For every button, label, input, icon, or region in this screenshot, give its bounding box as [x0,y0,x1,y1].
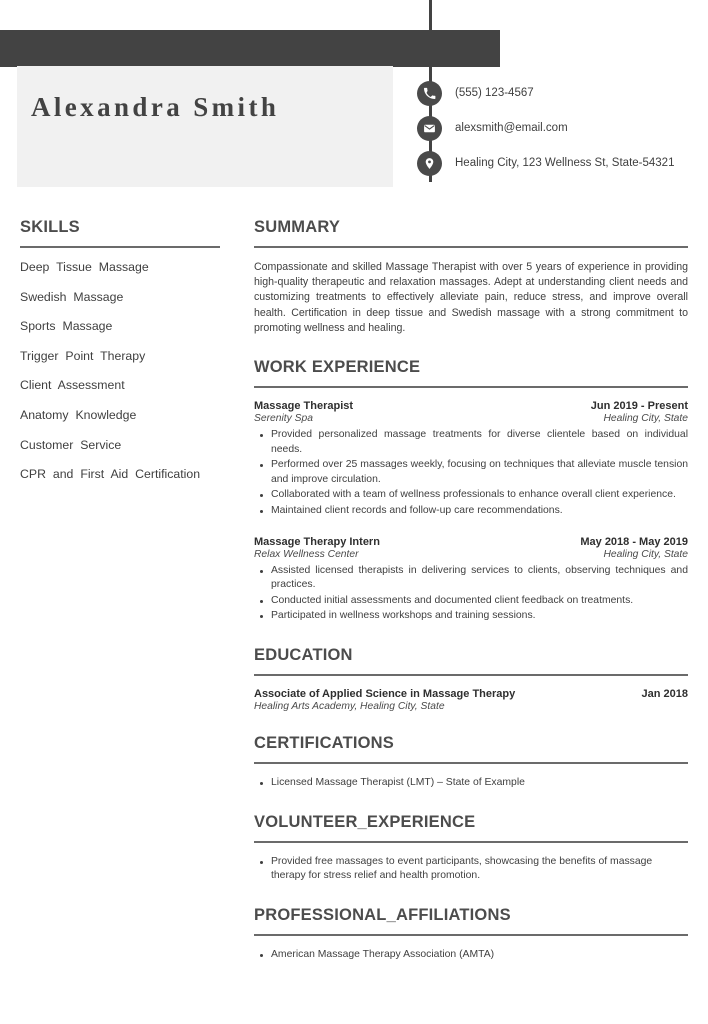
bullet-item: Collaborated with a team of wellness professionals to enhance overall client experience. [271,488,688,503]
skill-item: Customer Service [20,437,122,452]
section-rule [254,762,688,764]
contact-phone[interactable] [417,76,702,110]
skill-item: Sports Massage [20,319,113,334]
section-rule [254,841,688,843]
job-date: Jun 2019 - Present [590,400,688,413]
section-title-summary: SUMMARY [254,218,341,236]
summary-text: Compassionate and skilled Massage Therapist with over 5 years of experience in providing high-quality therapeutic and relaxation massages. Adept at understanding client needs and customizing treatments to effectively alleviate pain, reduce stress, and improve overall health. Certification in deep tissue and Swedish massage with a strong commitment to promoting wellness and healing. [254,261,688,334]
contact-list [417,76,702,181]
skill-item: Swedish Massage [20,289,124,304]
name-panel [17,66,393,187]
job-title: Massage Therapy Intern [254,535,380,548]
section-work-experience [254,358,688,624]
work-entry [254,400,688,519]
skills-list [20,260,220,481]
bullet-item: Assisted licensed therapists in delivering services to clients, observing techniques and practices. [271,564,688,593]
contact-address-text: Healing City, 123 Wellness St, State-54321 [455,157,675,169]
contact-email-text: alexsmith@email.com [455,122,568,134]
job-location: Healing City, State [603,413,688,425]
contact-email[interactable] [417,111,702,145]
certifications-list [254,776,688,791]
section-summary [254,218,688,336]
phone-icon [417,81,442,106]
bullet-item: Provided personalized massage treatments for diverse clientele based on individual needs. [271,428,688,457]
section-title-work-experience: WORK EXPERIENCE [254,358,421,377]
section-education [254,646,688,712]
resume-header [0,0,708,200]
bullet-item: Licensed Massage Therapist (LMT) – State of Example [271,776,688,791]
section-rule [20,246,220,248]
skill-item: Anatomy Knowledge [20,407,137,422]
header-dark-bar [0,30,500,67]
section-title-professional-affiliations: PROFESSIONAL_AFFILIATIONS [254,905,511,924]
work-entry-header [254,536,688,548]
section-skills [20,218,220,481]
job-location: Healing City, State [603,548,688,560]
section-professional-affiliations [254,906,688,963]
bullet-item: Performed over 25 massages weekly, focusing on techniques that alleviate muscle tension and improve circulation. [271,458,688,487]
section-title-certifications: CERTIFICATIONS [254,733,394,752]
skill-item: CPR and First Aid Certification [20,467,201,482]
section-rule [254,934,688,936]
section-certifications [254,734,688,791]
job-date: May 2018 - May 2019 [580,535,688,548]
section-rule [254,246,688,248]
section-title-volunteer-experience: VOLUNTEER_EXPERIENCE [254,812,476,831]
education-entry [254,688,688,712]
section-title-education: EDUCATION [254,645,353,664]
skill-item: Deep Tissue Massage [20,260,149,274]
bullet-item: Conducted initial assessments and documented client feedback on treatments. [271,594,688,609]
degree-title: Associate of Applied Science in Massage Therapy [254,687,516,700]
affiliations-list [254,948,688,963]
skill-item: Trigger Point Therapy [20,348,146,363]
candidate-name: Alexandra Smith [31,92,280,122]
section-title-skills: SKILLS [20,218,80,236]
bullet-item: Provided free massages to event participants, showcasing the benefits of massage therapy for stress relief and health promotion. [271,855,688,884]
job-bullets [254,564,688,624]
job-bullets [254,428,688,519]
skill-item: Client Assessment [20,378,125,393]
location-pin-icon [417,151,442,176]
section-volunteer-experience [254,813,688,884]
envelope-icon [417,116,442,141]
sidebar-column [20,218,220,503]
bullet-item: Participated in wellness workshops and training sessions. [271,609,688,624]
degree-date: Jan 2018 [641,687,688,700]
contact-phone-text: (555) 123-4567 [455,87,534,99]
bullet-item: Maintained client records and follow-up care recommendations. [271,504,688,519]
contact-address[interactable] [417,146,702,180]
education-entry-header [254,688,688,700]
bullet-item: American Massage Therapy Association (AMTA) [271,948,688,963]
spacer [254,523,688,536]
company-name: Relax Wellness Center [254,548,359,560]
section-rule [254,386,688,388]
work-entry-header [254,400,688,412]
job-title: Massage Therapist [254,400,354,413]
work-entry [254,536,688,624]
work-entry-subheader [254,413,688,424]
school-name: Healing Arts Academy, Healing City, State [254,700,445,712]
education-entry-subheader [254,701,688,712]
company-name: Serenity Spa [254,413,313,425]
main-column [254,218,688,984]
volunteer-list [254,855,688,884]
work-entry-subheader [254,549,688,560]
section-rule [254,674,688,676]
